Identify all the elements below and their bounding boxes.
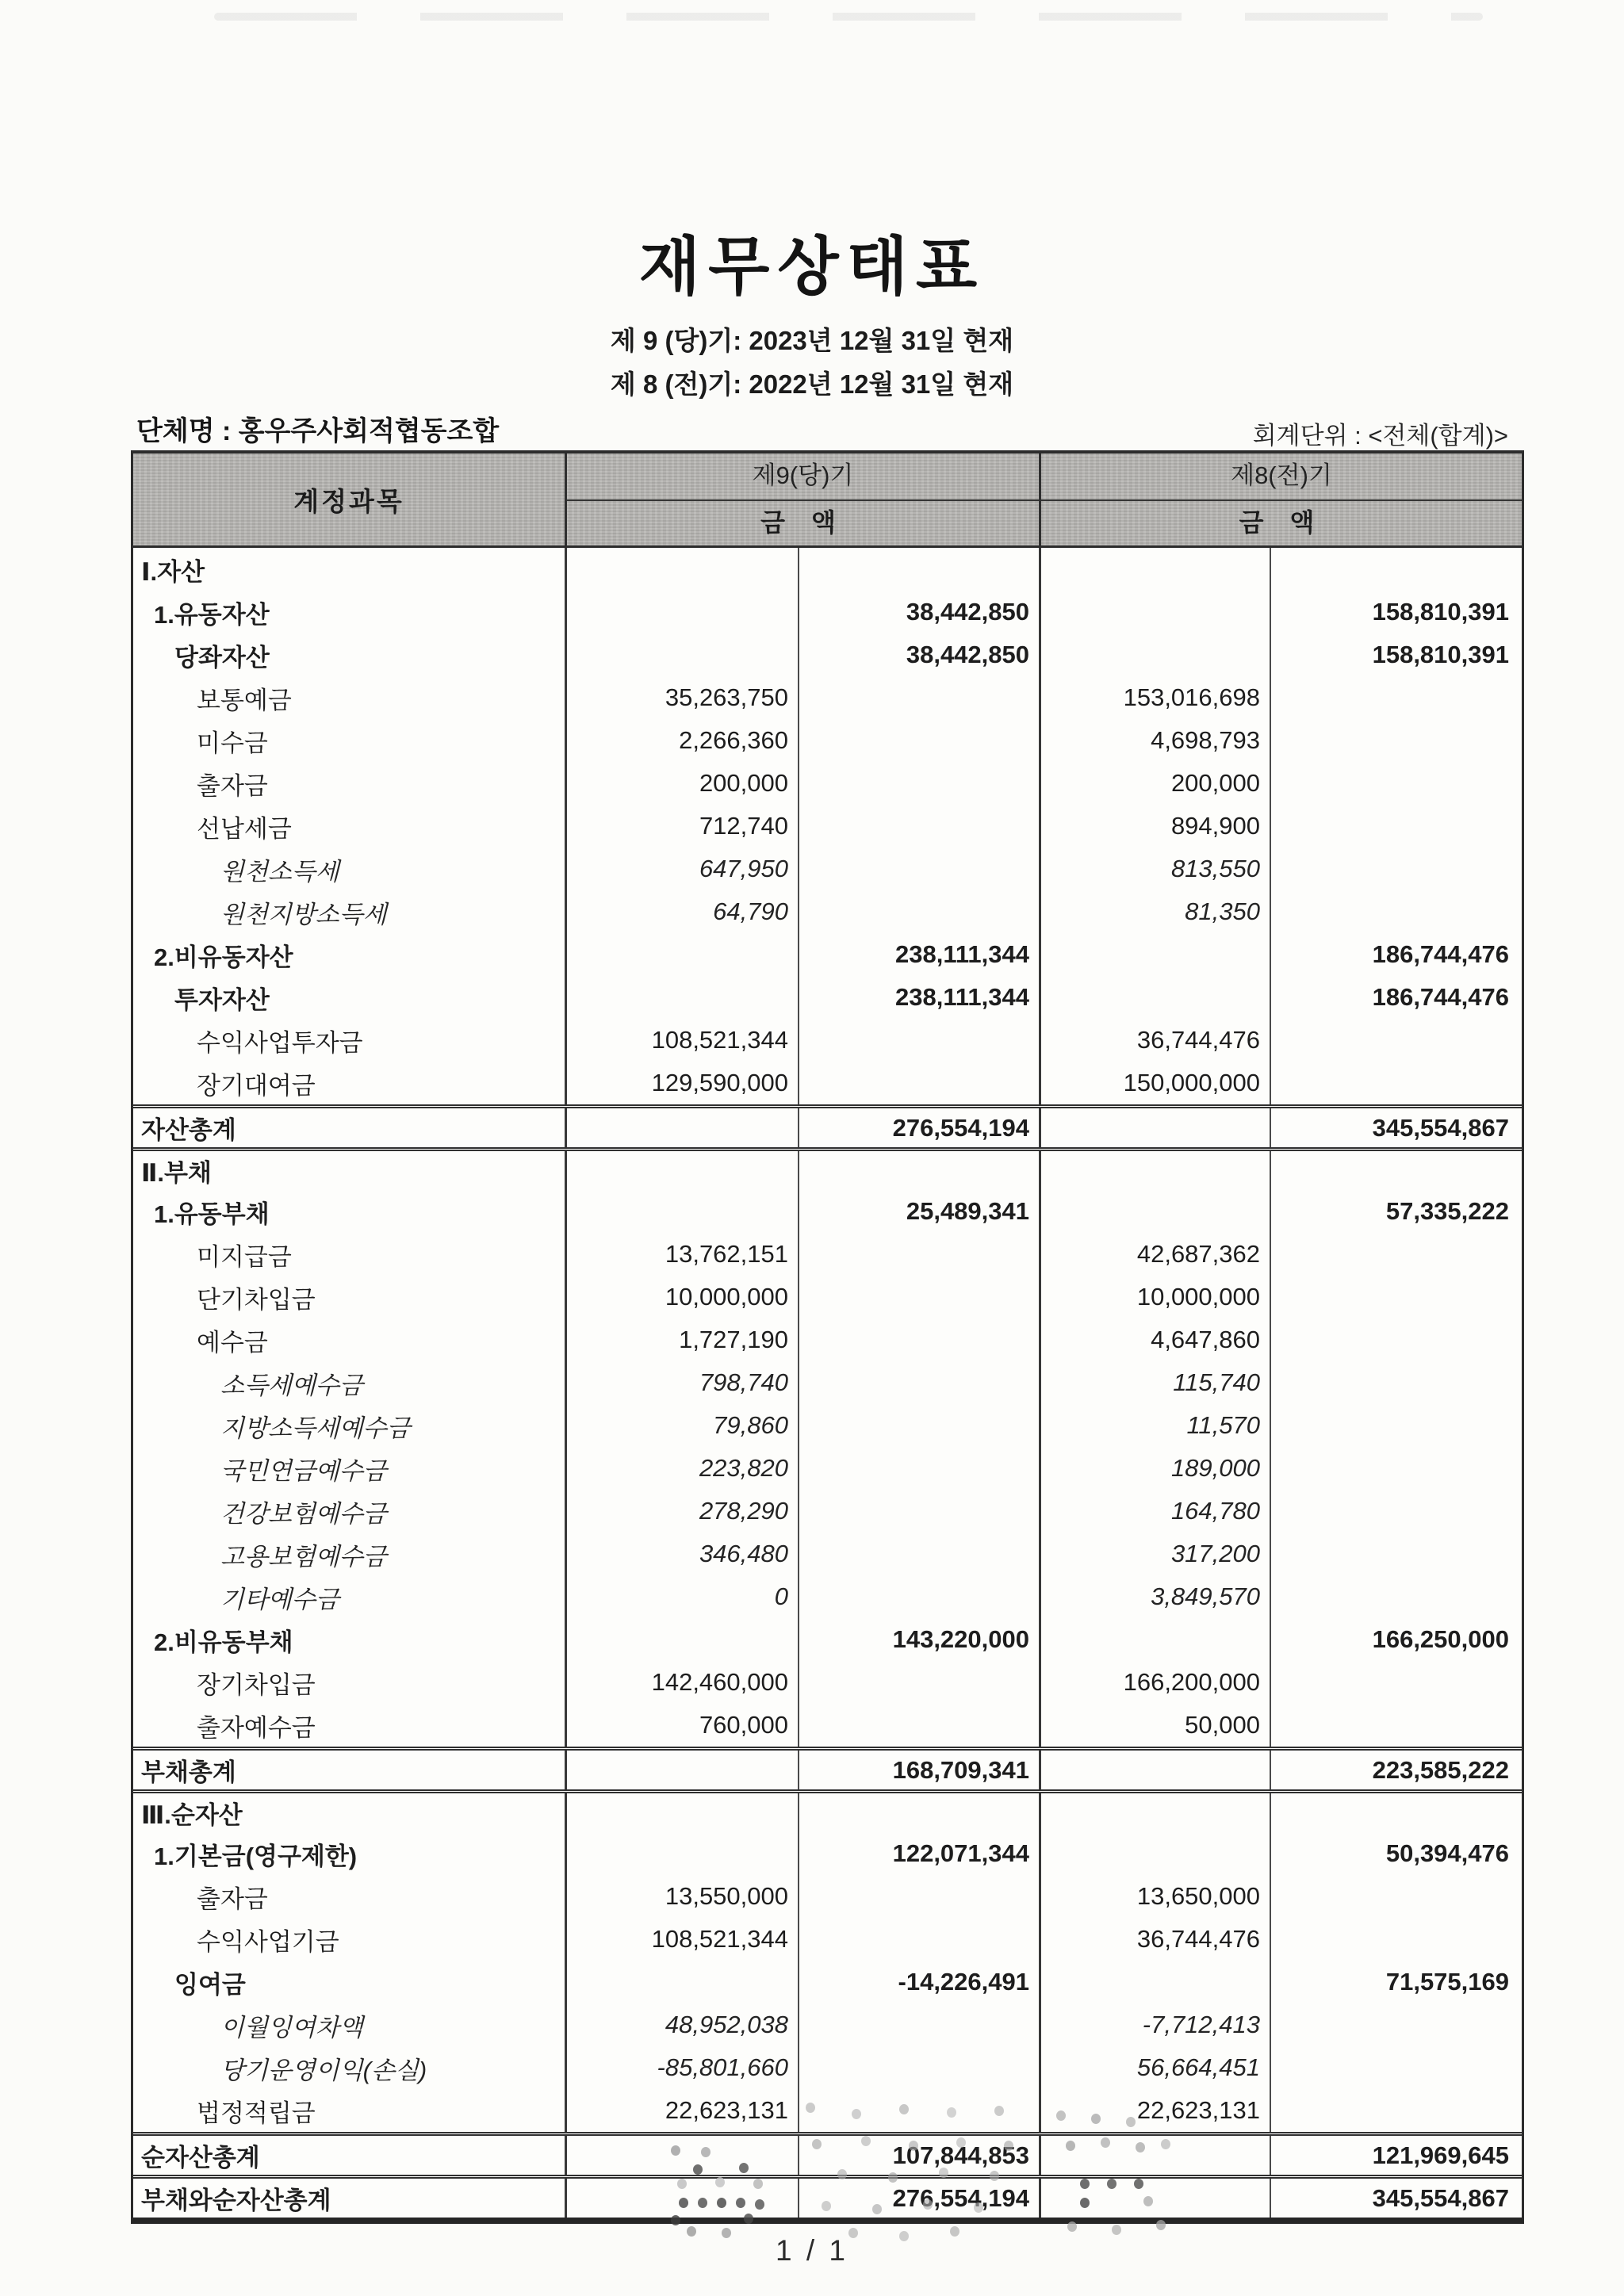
table-row <box>133 676 1522 719</box>
amount-detail-previous-cell <box>1041 2136 1271 2175</box>
amount-total-current-cell <box>799 1447 1041 1490</box>
amount-detail-current-cell: 22,623,131 <box>567 2089 799 2132</box>
header-amount-current-label: 금 액 <box>567 499 1039 545</box>
amount-detail-current-cell: 13,550,000 <box>567 1875 799 1918</box>
amount-detail-previous-cell <box>1041 1618 1271 1661</box>
amount-detail-previous-cell: 42,687,362 <box>1041 1233 1271 1276</box>
amount-total-previous-cell <box>1271 1062 1522 1104</box>
amount-detail-previous-cell: 813,550 <box>1041 848 1271 890</box>
table-row <box>133 548 1522 591</box>
amount-total-current-cell <box>799 2089 1041 2132</box>
amount-total-previous-cell: 186,744,476 <box>1372 940 1509 968</box>
account-cell: 부채총계 <box>133 1751 567 1789</box>
amount-total-previous-cell <box>1271 1276 1522 1318</box>
table-row <box>133 2175 1522 2218</box>
account-cell: 당기운영이익(손실) <box>133 2046 567 2089</box>
table-body <box>133 548 1522 2218</box>
amount-detail-previous-cell: 81,350 <box>1041 890 1271 933</box>
amount-total-current-cell <box>799 1793 1041 1832</box>
table-row <box>133 2089 1522 2132</box>
amount-total-previous-cell: 57,335,222 <box>1385 1197 1509 1225</box>
account-cell: 투자자산 <box>133 976 567 1019</box>
amount-detail-previous-cell: 115,740 <box>1041 1361 1271 1404</box>
amount-total-previous-cell: 158,810,391 <box>1372 598 1509 626</box>
amount-detail-current-cell: 129,590,000 <box>567 1062 799 1104</box>
amount-total-current-cell <box>799 548 1041 591</box>
table-row <box>133 1618 1522 1661</box>
table-row <box>133 976 1522 1019</box>
amount-total-previous-cell: 121,969,645 <box>1372 2141 1509 2169</box>
table-row <box>133 1318 1522 1361</box>
table-row <box>133 1961 1522 2003</box>
amount-total-current-cell <box>799 719 1041 762</box>
amount-total-current-cell: 238,111,344 <box>799 933 1041 976</box>
amount-total-previous-cell <box>1271 1361 1522 1404</box>
amount-detail-previous-cell: 150,000,000 <box>1041 1062 1271 1104</box>
amount-total-current-cell: 238,111,344 <box>799 976 1041 1019</box>
table-row <box>133 591 1522 633</box>
amount-total-current-cell <box>799 1062 1041 1104</box>
amount-total-previous-cell <box>1271 805 1522 848</box>
table-row <box>133 1147 1522 1190</box>
table-row <box>133 1404 1522 1447</box>
table-row <box>133 762 1522 805</box>
table-row <box>133 848 1522 890</box>
amount-detail-current-cell <box>567 976 799 1019</box>
amount-total-current-cell: 38,442,850 <box>799 591 1041 633</box>
amount-total-current-cell <box>799 890 1041 933</box>
amount-total-current-cell <box>799 848 1041 890</box>
amount-detail-previous-cell: 4,698,793 <box>1041 719 1271 762</box>
amount-detail-current-cell: 0 <box>567 1575 799 1618</box>
account-cell: 미지급금 <box>133 1233 567 1276</box>
account-cell: 2.비유동부채 <box>133 1618 567 1661</box>
header-period-previous-label: 제8(전)기 <box>1231 461 1332 489</box>
account-cell: 예수금 <box>133 1318 567 1361</box>
amount-detail-previous-cell <box>1041 933 1271 976</box>
account-cell: 단기차입금 <box>133 1276 567 1318</box>
amount-detail-current-cell: 10,000,000 <box>567 1276 799 1318</box>
amount-detail-previous-cell <box>1041 1751 1271 1789</box>
account-cell: 1.유동부채 <box>133 1190 567 1233</box>
amount-total-previous-cell <box>1271 1447 1522 1490</box>
amount-total-previous-cell: 50,394,476 <box>1385 1839 1509 1867</box>
account-cell: Ⅲ.순자산 <box>133 1793 567 1832</box>
account-cell: 원천지방소득세 <box>133 890 567 933</box>
amount-total-previous-cell <box>1271 548 1522 591</box>
stamp-dots-artifact <box>1056 2110 1066 2121</box>
table-row <box>133 890 1522 933</box>
amount-total-previous-cell <box>1271 1404 1522 1447</box>
account-cell: 미수금 <box>133 719 567 762</box>
amount-detail-current-cell <box>567 2136 799 2175</box>
table-row <box>133 1789 1522 1832</box>
amount-detail-previous-cell: 10,000,000 <box>1041 1276 1271 1318</box>
account-cell: 기타예수금 <box>133 1575 567 1618</box>
amount-detail-previous-cell: 164,780 <box>1041 1490 1271 1533</box>
amount-total-previous-cell <box>1271 1019 1522 1062</box>
amount-total-previous-cell <box>1271 1533 1522 1575</box>
amount-detail-current-cell: 200,000 <box>567 762 799 805</box>
amount-detail-current-cell: 64,790 <box>567 890 799 933</box>
amount-total-current-cell: 143,220,000 <box>799 1618 1041 1661</box>
amount-total-current-cell: 107,844,853 <box>799 2136 1041 2175</box>
amount-detail-current-cell <box>567 548 799 591</box>
account-cell: 당좌자산 <box>133 633 567 676</box>
amount-detail-previous-cell <box>1041 633 1271 676</box>
amount-total-previous-cell <box>1271 890 1522 933</box>
account-cell: 국민연금예수금 <box>133 1447 567 1490</box>
period-line-current: 제 9 (당)기: 2023년 12월 31일 현재 <box>610 326 1014 355</box>
table-header <box>133 453 1522 548</box>
amount-total-previous-cell <box>1271 1793 1522 1832</box>
amount-detail-current-cell: 2,266,360 <box>567 719 799 762</box>
amount-detail-current-cell: 35,263,750 <box>567 676 799 719</box>
account-cell: 이월잉여차액 <box>133 2003 567 2046</box>
account-cell: 고용보험예수금 <box>133 1533 567 1575</box>
document-title: 재무상태표 <box>638 232 986 302</box>
amount-total-current-cell: -14,226,491 <box>799 1961 1041 2003</box>
amount-total-current-cell: 276,554,194 <box>799 1108 1041 1147</box>
table-row <box>133 1661 1522 1704</box>
amount-detail-previous-cell: 4,647,860 <box>1041 1318 1271 1361</box>
period-line-previous: 제 8 (전)기: 2022년 12월 31일 현재 <box>610 369 1014 399</box>
amount-detail-previous-cell: 50,000 <box>1041 1704 1271 1747</box>
amount-detail-previous-cell <box>1041 2179 1271 2218</box>
amount-total-current-cell <box>799 1019 1041 1062</box>
amount-total-previous-cell <box>1271 1661 1522 1704</box>
amount-detail-current-cell: 760,000 <box>567 1704 799 1747</box>
amount-total-previous-cell <box>1271 1233 1522 1276</box>
account-cell: 2.비유동자산 <box>133 933 567 976</box>
table-row <box>133 933 1522 976</box>
amount-detail-previous-cell: 166,200,000 <box>1041 1661 1271 1704</box>
amount-total-previous-cell <box>1271 1490 1522 1533</box>
account-cell: 출자금 <box>133 762 567 805</box>
stamp-dots-artifact <box>806 2103 815 2113</box>
table-row <box>133 1233 1522 1276</box>
amount-detail-previous-cell: 22,623,131 <box>1041 2089 1271 2132</box>
amount-detail-current-cell <box>567 2179 799 2218</box>
amount-total-current-cell <box>799 1875 1041 1918</box>
amount-total-previous-cell <box>1271 1318 1522 1361</box>
amount-detail-current-cell <box>567 591 799 633</box>
amount-detail-current-cell <box>567 1793 799 1832</box>
amount-total-current-cell <box>799 1490 1041 1533</box>
amount-detail-previous-cell <box>1041 1190 1271 1233</box>
amount-detail-previous-cell <box>1041 1961 1271 2003</box>
amount-detail-previous-cell: 189,000 <box>1041 1447 1271 1490</box>
amount-detail-current-cell: 346,480 <box>567 1533 799 1575</box>
org-name-label: 단체명 : 홍우주사회적협동조합 <box>136 416 500 446</box>
amount-total-previous-cell <box>1271 719 1522 762</box>
amount-detail-current-cell <box>567 633 799 676</box>
header-period-current-label: 제9(당)기 <box>752 461 854 489</box>
amount-total-current-cell: 122,071,344 <box>799 1832 1041 1875</box>
amount-detail-current-cell: 278,290 <box>567 1490 799 1533</box>
amount-total-current-cell <box>799 2003 1041 2046</box>
amount-total-previous-cell <box>1271 2003 1522 2046</box>
amount-detail-current-cell <box>567 1751 799 1789</box>
amount-total-current-cell <box>799 805 1041 848</box>
header-amount-previous-label: 금 액 <box>1041 499 1522 545</box>
scan-streak-artifact <box>214 13 1483 21</box>
amount-detail-current-cell: 13,762,151 <box>567 1233 799 1276</box>
amount-total-current-cell <box>799 1661 1041 1704</box>
amount-total-previous-cell <box>1271 676 1522 719</box>
account-cell: 순자산총계 <box>133 2136 567 2175</box>
header-period-current <box>567 453 1041 545</box>
amount-total-previous-cell: 158,810,391 <box>1372 641 1509 668</box>
amount-detail-previous-cell: 3,849,570 <box>1041 1575 1271 1618</box>
header-period-previous <box>1041 453 1522 545</box>
table-row <box>133 1104 1522 1147</box>
table-row <box>133 1875 1522 1918</box>
table-row <box>133 1490 1522 1533</box>
account-cell: 법정적립금 <box>133 2089 567 2132</box>
amount-detail-previous-cell <box>1041 1793 1271 1832</box>
amount-total-current-cell <box>799 1318 1041 1361</box>
table-row <box>133 1062 1522 1104</box>
header-account-column: 계정과목 <box>133 453 567 545</box>
amount-total-previous-cell: 345,554,867 <box>1372 1113 1509 1142</box>
amount-total-current-cell <box>799 1233 1041 1276</box>
amount-detail-current-cell: 223,820 <box>567 1447 799 1490</box>
amount-total-current-cell <box>799 1533 1041 1575</box>
amount-total-current-cell <box>799 2046 1041 2089</box>
amount-detail-previous-cell <box>1041 1832 1271 1875</box>
amount-total-current-cell <box>799 762 1041 805</box>
table-row <box>133 719 1522 762</box>
amount-detail-current-cell <box>567 1108 799 1147</box>
amount-detail-current-cell: -85,801,660 <box>567 2046 799 2089</box>
table-row <box>133 633 1522 676</box>
amount-total-previous-cell: 186,744,476 <box>1372 983 1509 1011</box>
amount-total-previous-cell: 166,250,000 <box>1372 1625 1509 1653</box>
amount-detail-previous-cell: 317,200 <box>1041 1533 1271 1575</box>
table-row <box>133 1747 1522 1789</box>
amount-total-current-cell: 168,709,341 <box>799 1751 1041 1789</box>
amount-total-previous-cell: 223,585,222 <box>1372 1755 1509 1784</box>
amount-detail-current-cell: 647,950 <box>567 848 799 890</box>
amount-detail-previous-cell <box>1041 548 1271 591</box>
amount-total-current-cell <box>799 1276 1041 1318</box>
account-cell: 자산총계 <box>133 1108 567 1147</box>
table-row <box>133 1361 1522 1404</box>
amount-detail-previous-cell: 13,650,000 <box>1041 1875 1271 1918</box>
account-cell: 출자금 <box>133 1875 567 1918</box>
amount-detail-previous-cell <box>1041 591 1271 633</box>
amount-detail-current-cell: 48,952,038 <box>567 2003 799 2046</box>
amount-detail-current-cell: 1,727,190 <box>567 1318 799 1361</box>
amount-total-previous-cell <box>1271 1875 1522 1918</box>
amount-detail-current-cell: 712,740 <box>567 805 799 848</box>
amount-detail-current-cell <box>567 1151 799 1190</box>
account-cell: 소득세예수금 <box>133 1361 567 1404</box>
amount-detail-current-cell <box>567 1832 799 1875</box>
accounting-unit-label: 회계단위 : <전체(합계)> <box>1252 422 1508 450</box>
amount-detail-current-cell <box>567 1618 799 1661</box>
table-row <box>133 1190 1522 1233</box>
amount-total-current-cell <box>799 676 1041 719</box>
account-cell: 1.기본금(영구제한) <box>133 1832 567 1875</box>
amount-detail-previous-cell <box>1041 1151 1271 1190</box>
table-row <box>133 1447 1522 1490</box>
account-cell: 보통예금 <box>133 676 567 719</box>
amount-detail-previous-cell <box>1041 976 1271 1019</box>
amount-total-current-cell: 25,489,341 <box>799 1190 1041 1233</box>
amount-total-previous-cell <box>1271 1151 1522 1190</box>
amount-detail-current-cell: 79,860 <box>567 1404 799 1447</box>
amount-detail-previous-cell: 11,570 <box>1041 1404 1271 1447</box>
amount-detail-previous-cell: -7,712,413 <box>1041 2003 1271 2046</box>
amount-total-current-cell <box>799 1404 1041 1447</box>
account-cell: Ⅰ.자산 <box>133 548 567 591</box>
amount-detail-current-cell <box>567 933 799 976</box>
account-cell: 수익사업투자금 <box>133 1019 567 1062</box>
amount-detail-current-cell: 798,740 <box>567 1361 799 1404</box>
account-cell: 장기대여금 <box>133 1062 567 1104</box>
amount-total-current-cell <box>799 1704 1041 1747</box>
table-row <box>133 1832 1522 1875</box>
table-row <box>133 2046 1522 2089</box>
account-cell: 수익사업기금 <box>133 1918 567 1961</box>
amount-total-previous-cell <box>1271 1575 1522 1618</box>
table-row <box>133 805 1522 848</box>
account-cell: 건강보험예수금 <box>133 1490 567 1533</box>
account-cell: 잉여금 <box>133 1961 567 2003</box>
amount-total-previous-cell <box>1271 2046 1522 2089</box>
stamp-dots-artifact <box>671 2145 680 2156</box>
amount-detail-previous-cell: 894,900 <box>1041 805 1271 848</box>
amount-detail-current-cell <box>567 1190 799 1233</box>
account-cell: 부채와순자산총계 <box>133 2179 567 2218</box>
account-cell: 1.유동자산 <box>133 591 567 633</box>
amount-total-previous-cell <box>1271 1918 1522 1961</box>
amount-detail-previous-cell: 36,744,476 <box>1041 1918 1271 1961</box>
amount-detail-current-cell: 142,460,000 <box>567 1661 799 1704</box>
amount-detail-current-cell <box>567 1961 799 2003</box>
table-row <box>133 1533 1522 1575</box>
amount-total-current-cell <box>799 1575 1041 1618</box>
table-row <box>133 1575 1522 1618</box>
table-row <box>133 2132 1522 2175</box>
amount-detail-previous-cell: 200,000 <box>1041 762 1271 805</box>
amount-detail-previous-cell: 36,744,476 <box>1041 1019 1271 1062</box>
amount-total-previous-cell <box>1271 1704 1522 1747</box>
table-row <box>133 1276 1522 1318</box>
table-row <box>133 1019 1522 1062</box>
amount-total-current-cell <box>799 1151 1041 1190</box>
account-cell: Ⅱ.부채 <box>133 1151 567 1190</box>
account-cell: 원천소득세 <box>133 848 567 890</box>
amount-detail-previous-cell <box>1041 1108 1271 1147</box>
table-row <box>133 1704 1522 1747</box>
account-cell: 지방소득세예수금 <box>133 1404 567 1447</box>
amount-total-previous-cell <box>1271 762 1522 805</box>
amount-total-current-cell <box>799 1918 1041 1961</box>
account-cell: 장기차입금 <box>133 1661 567 1704</box>
amount-total-previous-cell: 345,554,867 <box>1372 2183 1509 2212</box>
amount-total-previous-cell <box>1271 2089 1522 2132</box>
account-cell: 선납세금 <box>133 805 567 848</box>
page-number: 1 / 1 <box>776 2234 848 2267</box>
amount-total-previous-cell <box>1271 848 1522 890</box>
amount-detail-previous-cell: 153,016,698 <box>1041 676 1271 719</box>
amount-detail-previous-cell: 56,664,451 <box>1041 2046 1271 2089</box>
amount-detail-current-cell: 108,521,344 <box>567 1019 799 1062</box>
amount-total-current-cell <box>799 1361 1041 1404</box>
amount-total-current-cell: 276,554,194 <box>799 2179 1041 2218</box>
amount-detail-current-cell: 108,521,344 <box>567 1918 799 1961</box>
amount-total-current-cell: 38,442,850 <box>799 633 1041 676</box>
table-row <box>133 1918 1522 1961</box>
account-cell: 출자예수금 <box>133 1704 567 1747</box>
table-row <box>133 2003 1522 2046</box>
amount-total-previous-cell: 71,575,169 <box>1385 1968 1509 1996</box>
balance-sheet-table <box>131 450 1524 2224</box>
